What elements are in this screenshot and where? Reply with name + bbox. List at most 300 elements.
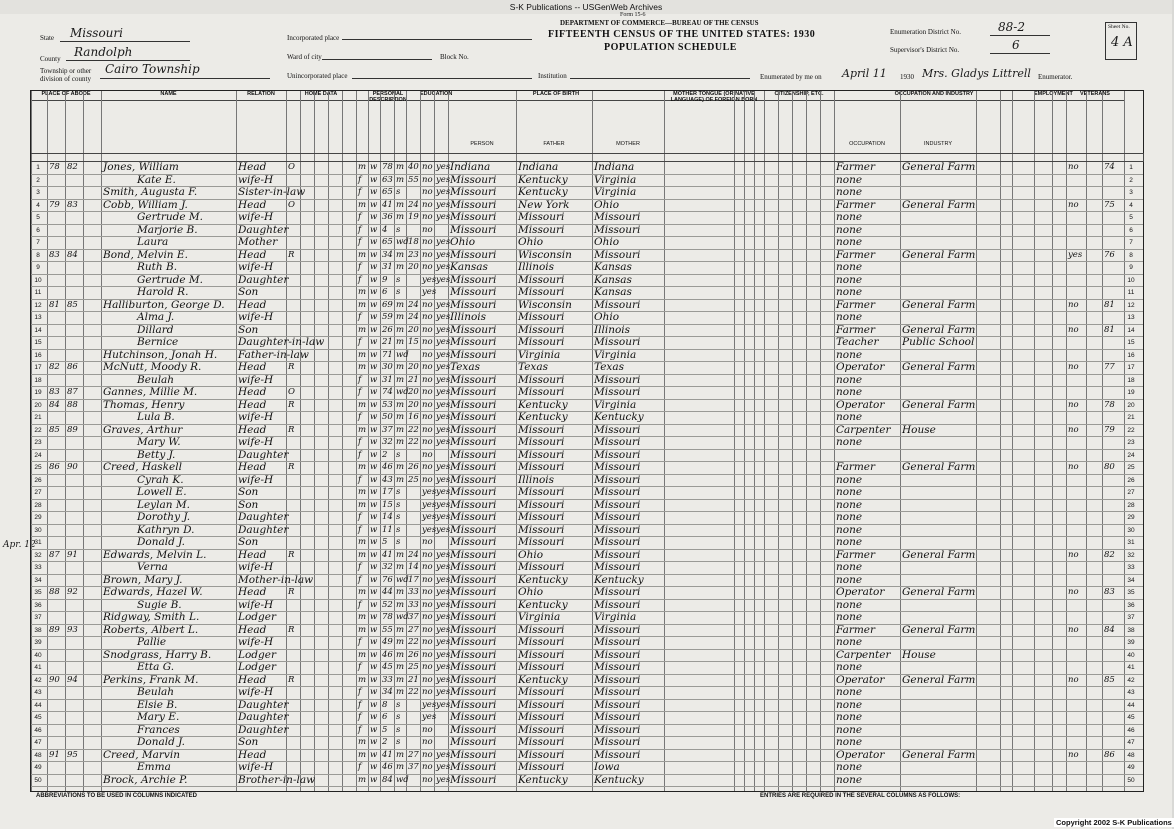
cell-sex: f bbox=[358, 574, 362, 585]
cell-fbp: Missouri bbox=[518, 661, 565, 673]
cell-bp: Missouri bbox=[450, 223, 497, 236]
cell-sex: f bbox=[358, 524, 362, 535]
line-number: 7 bbox=[36, 239, 40, 246]
cell-bp: Missouri bbox=[450, 498, 497, 511]
line-number: 36 bbox=[34, 601, 42, 609]
cell-name: Bernice bbox=[137, 336, 179, 348]
cell-bp: Missouri bbox=[450, 423, 497, 436]
cell-sch: no bbox=[422, 374, 433, 385]
cell-sch: no bbox=[422, 624, 433, 635]
cell-fbp: Texas bbox=[518, 361, 548, 373]
cell-age: 9 bbox=[382, 274, 388, 285]
cell-fbp: Missouri bbox=[518, 273, 565, 286]
cell-mbp: Missouri bbox=[594, 223, 641, 236]
cell-race: w bbox=[370, 574, 378, 585]
cell-bp: Kansas bbox=[450, 261, 488, 273]
cell-vw: 81 bbox=[1104, 299, 1115, 310]
cell-bp: Missouri bbox=[450, 398, 497, 411]
cell-race: w bbox=[370, 599, 378, 610]
cell-rel: Head bbox=[238, 748, 267, 761]
line-number: 8 bbox=[1129, 251, 1133, 259]
cell-mar: wd bbox=[396, 612, 409, 622]
cell-occ: none bbox=[836, 611, 863, 623]
cell-bp: Missouri bbox=[450, 173, 497, 186]
cell-fbp: Missouri bbox=[518, 311, 565, 323]
cell-race: w bbox=[370, 712, 378, 722]
line-number: 1 bbox=[36, 164, 40, 171]
cell-lit: yes bbox=[436, 674, 451, 685]
cell-fbp: Missouri bbox=[518, 211, 565, 223]
cell-sex: m bbox=[358, 287, 367, 297]
cell-name: Donald J. bbox=[137, 536, 185, 548]
cell-occ: Operator bbox=[836, 361, 885, 373]
cell-d: 82 bbox=[49, 362, 60, 372]
cell-name: Alma J. bbox=[137, 311, 175, 323]
column-number bbox=[314, 153, 329, 162]
line-number: 39 bbox=[1127, 639, 1135, 646]
cell-sch: no bbox=[422, 599, 433, 610]
cell-sch: yes bbox=[422, 487, 437, 497]
cell-sch: no bbox=[422, 587, 433, 597]
cell-lit: yes bbox=[436, 387, 451, 397]
cell-sex: f bbox=[358, 174, 362, 185]
cell-race: w bbox=[370, 349, 378, 360]
cell-occ: Carpenter bbox=[836, 423, 891, 436]
cell-race: w bbox=[370, 462, 378, 472]
cell-bp: Missouri bbox=[450, 623, 497, 636]
cell-fbp: Ohio bbox=[518, 548, 544, 561]
cell-name: Brown, Mary J. bbox=[103, 573, 183, 586]
cell-ind: Public School bbox=[902, 336, 975, 348]
cell-race: w bbox=[370, 424, 378, 435]
cell-bp: Missouri bbox=[450, 736, 497, 748]
cell-bp: Missouri bbox=[450, 611, 497, 623]
cell-race: w bbox=[370, 399, 378, 410]
cell-vw: 85 bbox=[1104, 674, 1115, 685]
cell-own: R bbox=[288, 424, 295, 435]
cell-sch: no bbox=[422, 737, 433, 747]
cell-vet: no bbox=[1068, 462, 1079, 472]
cell-rel: wife-H bbox=[238, 261, 274, 273]
cell-sch: no bbox=[422, 237, 433, 247]
cell-sex: m bbox=[358, 199, 367, 210]
cell-lit: yes bbox=[436, 412, 451, 422]
cell-mar: m bbox=[396, 424, 405, 435]
abbrev-title: ABBREVIATIONS TO BE USED IN COLUMNS INDICATED bbox=[36, 793, 198, 799]
cell-sex: m bbox=[358, 624, 367, 635]
cell-vw: 79 bbox=[1104, 424, 1115, 435]
cell-mar: s bbox=[396, 449, 401, 460]
cell-sex: m bbox=[358, 462, 367, 472]
cell-race: w bbox=[370, 487, 378, 497]
cell-occ: none bbox=[836, 698, 863, 711]
cell-sex: m bbox=[358, 537, 367, 547]
cell-fbp: Missouri bbox=[518, 623, 565, 636]
cell-fbp: Missouri bbox=[518, 723, 565, 736]
cell-sch: yes bbox=[422, 699, 437, 710]
cell-am: 26 bbox=[408, 649, 419, 660]
cell-bp: Missouri bbox=[450, 286, 497, 298]
cell-mar: m bbox=[396, 299, 405, 310]
line-number: 43 bbox=[34, 689, 42, 696]
cell-sch: no bbox=[422, 687, 433, 697]
line-number: 49 bbox=[1127, 764, 1135, 771]
cell-rel: wife-H bbox=[238, 636, 274, 648]
cell-sch: no bbox=[422, 562, 433, 572]
line-number: 6 bbox=[36, 226, 40, 234]
cell-f: 83 bbox=[67, 199, 78, 210]
cell-name: Ruth B. bbox=[137, 261, 178, 273]
cell-sex: m bbox=[358, 649, 367, 660]
line-number: 24 bbox=[1127, 451, 1135, 459]
cell-bp: Missouri bbox=[450, 748, 497, 761]
cell-rel: Son bbox=[238, 323, 259, 336]
cell-vet: no bbox=[1068, 199, 1079, 210]
cell-sex: m bbox=[358, 249, 367, 260]
cell-bp: Missouri bbox=[450, 661, 497, 673]
cell-bp: Missouri bbox=[450, 698, 497, 711]
cell-vw: 84 bbox=[1104, 624, 1115, 635]
line-number: 24 bbox=[34, 451, 42, 459]
county-label: County bbox=[40, 55, 61, 63]
ward-label: Ward of city bbox=[287, 53, 322, 61]
cell-vet: no bbox=[1068, 674, 1079, 685]
cell-sch: no bbox=[422, 199, 433, 210]
cell-rel: Head bbox=[238, 361, 267, 373]
section-header: NAME bbox=[101, 91, 237, 101]
cell-fbp: Virginia bbox=[518, 611, 561, 623]
cell-vet: no bbox=[1068, 749, 1079, 760]
column-subheader: FATHER bbox=[543, 141, 565, 147]
cell-sex: f bbox=[358, 712, 362, 722]
cell-fbp: Missouri bbox=[518, 736, 565, 748]
cell-own: O bbox=[288, 162, 295, 172]
cell-own: R bbox=[288, 249, 295, 260]
cell-mar: m bbox=[396, 412, 405, 422]
cell-bp: Missouri bbox=[450, 523, 497, 536]
cell-sex: m bbox=[358, 424, 367, 435]
cell-mar: s bbox=[396, 737, 401, 747]
line-number: 10 bbox=[34, 276, 42, 284]
cell-fbp: Missouri bbox=[518, 336, 565, 348]
cell-sex: f bbox=[358, 474, 362, 485]
cell-fbp: Kentucky bbox=[518, 398, 568, 411]
cell-sex: f bbox=[358, 237, 362, 247]
sheet-value: 4 A bbox=[1111, 35, 1133, 50]
cell-sex: m bbox=[358, 399, 367, 410]
column-subheader: INDUSTRY bbox=[923, 141, 952, 147]
cell-age: 45 bbox=[382, 662, 393, 672]
cell-name: Mary E. bbox=[137, 711, 180, 723]
cell-race: w bbox=[370, 362, 378, 372]
cell-rel: wife-H bbox=[238, 211, 274, 223]
cell-am: 33 bbox=[408, 599, 419, 610]
enumerated-label: Enumerated by me on bbox=[760, 73, 822, 81]
cell-bp: Missouri bbox=[450, 323, 497, 336]
cell-sex: f bbox=[358, 312, 362, 322]
cell-fbp: Ohio bbox=[518, 236, 544, 248]
cell-d: 78 bbox=[49, 162, 60, 172]
cell-am: 22 bbox=[408, 637, 419, 647]
cell-occ: none bbox=[836, 723, 863, 736]
cell-age: 69 bbox=[382, 299, 393, 310]
cell-name: Harold R. bbox=[137, 286, 189, 298]
cell-mar: m bbox=[396, 624, 405, 635]
cell-am: 55 bbox=[408, 174, 419, 185]
cell-mar: m bbox=[396, 549, 405, 560]
cell-rel: Head bbox=[238, 586, 267, 598]
cell-lit: yes bbox=[436, 587, 451, 597]
cell-mar: m bbox=[396, 462, 405, 472]
cell-own: R bbox=[288, 674, 295, 685]
cell-ind: General Farm bbox=[902, 586, 976, 598]
line-number: 9 bbox=[36, 264, 40, 271]
cell-sch: no bbox=[422, 724, 433, 735]
cell-name: Lowell E. bbox=[137, 486, 187, 498]
cell-mar: s bbox=[396, 524, 401, 535]
cell-mar: m bbox=[396, 337, 405, 347]
line-number: 16 bbox=[1127, 351, 1135, 359]
line-number: 40 bbox=[34, 651, 42, 659]
cell-mar: m bbox=[396, 587, 405, 597]
cell-bp: Missouri bbox=[450, 761, 497, 773]
cell-occ: none bbox=[836, 411, 863, 423]
cell-fbp: New York bbox=[518, 198, 570, 211]
cell-sex: m bbox=[358, 549, 367, 560]
cell-f: 84 bbox=[67, 249, 78, 260]
cell-bp: Missouri bbox=[450, 686, 497, 698]
cell-occ: none bbox=[836, 436, 863, 448]
line-number: 30 bbox=[34, 526, 42, 534]
cell-d: 90 bbox=[49, 674, 60, 685]
cell-am: 37 bbox=[408, 612, 419, 622]
cell-race: w bbox=[370, 662, 378, 672]
cell-race: w bbox=[370, 212, 378, 222]
column-number bbox=[83, 153, 102, 162]
cell-fbp: Missouri bbox=[518, 436, 565, 448]
cell-am: 20 bbox=[408, 324, 419, 335]
cell-fbp: Missouri bbox=[518, 686, 565, 698]
cell-ind: House bbox=[902, 648, 936, 661]
cell-occ: none bbox=[836, 711, 863, 723]
section-header: VETERANS bbox=[1066, 91, 1125, 101]
cell-rel: Daughter bbox=[238, 711, 289, 723]
cell-race: w bbox=[370, 312, 378, 322]
cell-d: 83 bbox=[49, 249, 60, 260]
cell-ind: General Farm bbox=[902, 673, 976, 686]
column-number bbox=[792, 153, 807, 162]
cell-sch: no bbox=[422, 399, 433, 410]
cell-mar: m bbox=[396, 249, 405, 260]
cell-am: 18 bbox=[408, 237, 419, 247]
cell-lit: yes bbox=[436, 524, 451, 535]
cell-race: w bbox=[370, 374, 378, 385]
cell-age: 14 bbox=[382, 512, 393, 522]
cell-name: Jones, William bbox=[103, 161, 179, 173]
cell-sch: yes bbox=[422, 512, 437, 522]
cell-name: Ridgway, Smith L. bbox=[103, 611, 200, 623]
line-number: 5 bbox=[36, 214, 40, 221]
cell-am: 24 bbox=[408, 299, 419, 310]
line-number: 27 bbox=[34, 489, 42, 496]
cell-name: Edwards, Hazel W. bbox=[103, 586, 203, 598]
cell-mbp: Missouri bbox=[594, 636, 641, 648]
cell-mar: m bbox=[396, 174, 405, 185]
cell-occ: none bbox=[836, 348, 863, 361]
line-number: 12 bbox=[34, 301, 42, 309]
cell-sch: no bbox=[422, 474, 433, 485]
cell-race: w bbox=[370, 562, 378, 572]
cell-name: Sugie B. bbox=[137, 598, 182, 611]
cell-age: 2 bbox=[382, 737, 388, 747]
cell-race: w bbox=[370, 749, 378, 760]
cell-lit: yes bbox=[436, 237, 451, 247]
column-number bbox=[1052, 153, 1067, 162]
cell-sex: m bbox=[358, 674, 367, 685]
cell-occ: Farmer bbox=[836, 248, 876, 261]
cell-lit: yes bbox=[436, 637, 451, 647]
cell-sch: no bbox=[422, 412, 433, 422]
cell-am: 20 bbox=[408, 262, 419, 272]
cell-lit: yes bbox=[436, 312, 451, 322]
cell-ind: General Farm bbox=[902, 623, 976, 636]
cell-bp: Missouri bbox=[450, 723, 497, 736]
cell-f: 90 bbox=[67, 462, 78, 472]
cell-sch: no bbox=[422, 324, 433, 335]
cell-sex: f bbox=[358, 374, 362, 385]
cell-occ: none bbox=[836, 773, 863, 786]
cell-fbp: Illinois bbox=[518, 473, 555, 486]
cell-mbp: Missouri bbox=[594, 648, 641, 661]
cell-occ: none bbox=[836, 186, 863, 198]
cell-ind: General Farm bbox=[902, 248, 976, 261]
cell-rel: Sister-in-law bbox=[238, 186, 306, 198]
cell-mbp: Missouri bbox=[594, 536, 641, 548]
cell-race: w bbox=[370, 237, 378, 247]
line-number: 30 bbox=[1127, 526, 1135, 534]
cell-occ: none bbox=[836, 273, 863, 286]
cell-d: 86 bbox=[49, 462, 60, 472]
cell-sex: f bbox=[358, 187, 362, 197]
cell-lit: yes bbox=[436, 249, 451, 260]
sheet-label: Sheet No. bbox=[1108, 24, 1130, 30]
cell-lit: yes bbox=[436, 574, 451, 585]
cell-mbp: Missouri bbox=[594, 686, 641, 698]
cell-mbp: Virginia bbox=[594, 186, 637, 198]
cell-name: Brock, Archie P. bbox=[103, 773, 188, 786]
cell-sex: m bbox=[358, 499, 367, 510]
cell-lit: yes bbox=[436, 274, 451, 285]
cell-age: 52 bbox=[382, 599, 393, 610]
cell-age: 41 bbox=[382, 549, 393, 560]
cell-fbp: Missouri bbox=[518, 648, 565, 661]
cell-bp: Missouri bbox=[450, 773, 497, 786]
cell-sch: no bbox=[422, 462, 433, 472]
cell-f: 95 bbox=[67, 749, 78, 760]
cell-sex: m bbox=[358, 162, 367, 172]
cell-race: w bbox=[370, 337, 378, 347]
cell-age: 4 bbox=[382, 224, 388, 235]
section-header: MOTHER TONGUE (OR NATIVE LANGUAGE) OF FOREIGN BORN bbox=[664, 91, 765, 101]
cell-am: 33 bbox=[408, 587, 419, 597]
cell-age: 34 bbox=[382, 687, 393, 697]
cell-sex: m bbox=[358, 612, 367, 622]
cell-sch: no bbox=[422, 262, 433, 272]
cell-fbp: Illinois bbox=[518, 261, 555, 273]
line-number: 37 bbox=[34, 614, 42, 621]
cell-am: 27 bbox=[408, 749, 419, 760]
cell-occ: Farmer bbox=[836, 548, 876, 561]
cell-name: Smith, Augusta F. bbox=[103, 186, 198, 198]
line-number: 35 bbox=[34, 589, 42, 596]
cell-vw: 74 bbox=[1104, 162, 1115, 172]
cell-name: Gertrude M. bbox=[137, 211, 203, 223]
line-number: 8 bbox=[36, 251, 40, 259]
cell-age: 78 bbox=[382, 162, 393, 172]
cell-d: 85 bbox=[49, 424, 60, 435]
copyright: Copyright 2002 S-K Publications bbox=[1056, 818, 1172, 827]
cell-mbp: Missouri bbox=[594, 523, 641, 536]
cell-d: 83 bbox=[49, 387, 60, 397]
line-number: 48 bbox=[34, 751, 42, 759]
cell-mbp: Missouri bbox=[594, 498, 641, 511]
cell-rel: Head bbox=[238, 461, 267, 473]
cell-rel: Daughter-in-law bbox=[238, 336, 325, 348]
cell-sex: f bbox=[358, 212, 362, 222]
cell-lit: yes bbox=[436, 662, 451, 672]
line-number: 28 bbox=[1127, 501, 1135, 509]
cell-rel: Son bbox=[238, 498, 259, 511]
line-number: 4 bbox=[1129, 201, 1133, 209]
cell-sch: no bbox=[422, 762, 433, 772]
cell-sex: f bbox=[358, 437, 362, 447]
line-number: 31 bbox=[34, 539, 42, 546]
cell-ind: General Farm bbox=[902, 298, 976, 311]
cell-age: 50 bbox=[382, 412, 393, 422]
line-number: 2 bbox=[36, 176, 40, 184]
cell-sch: no bbox=[422, 574, 433, 585]
line-number: 38 bbox=[34, 626, 42, 634]
cell-lit: yes bbox=[436, 324, 451, 335]
cell-lit: yes bbox=[436, 624, 451, 635]
cell-rel: wife-H bbox=[238, 411, 274, 423]
cell-lit: yes bbox=[436, 774, 451, 785]
cell-bp: Missouri bbox=[450, 598, 497, 611]
line-number: 35 bbox=[1127, 589, 1135, 596]
cell-sex: m bbox=[358, 774, 367, 785]
cell-mbp: Missouri bbox=[594, 473, 641, 486]
cell-occ: none bbox=[836, 286, 863, 298]
line-number: 14 bbox=[34, 326, 42, 334]
cell-name: Etta G. bbox=[137, 661, 175, 673]
cell-age: 36 bbox=[382, 212, 393, 222]
cell-own: O bbox=[288, 199, 295, 210]
cell-rel: wife-H bbox=[238, 473, 274, 486]
cell-fbp: Missouri bbox=[518, 286, 565, 298]
cell-mar: wd bbox=[396, 349, 409, 360]
cell-lit: yes bbox=[436, 437, 451, 447]
section-header: OCCUPATION AND INDUSTRY bbox=[834, 91, 1035, 101]
cell-name: Kathryn D. bbox=[137, 523, 195, 536]
cell-race: w bbox=[370, 512, 378, 522]
cell-lit: yes bbox=[436, 687, 451, 697]
cell-race: w bbox=[370, 762, 378, 772]
cell-occ: Farmer bbox=[836, 623, 876, 636]
cell-mar: wd bbox=[396, 237, 409, 247]
cell-sch: no bbox=[422, 437, 433, 447]
cell-name: Pallie bbox=[137, 636, 167, 648]
cell-race: w bbox=[370, 262, 378, 272]
